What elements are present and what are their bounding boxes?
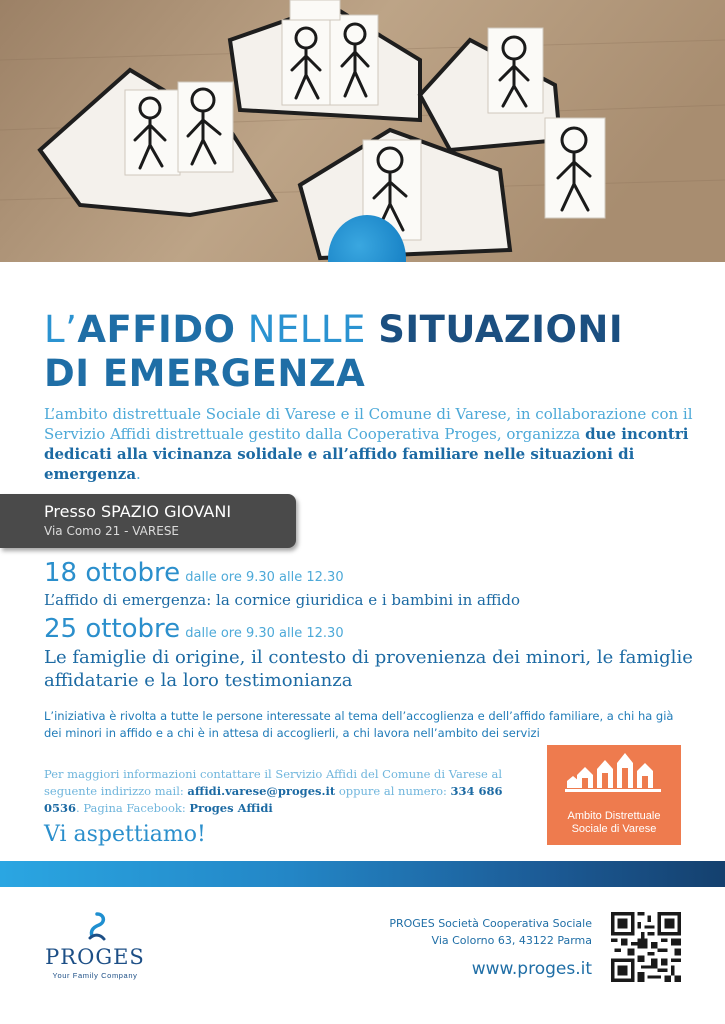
event-2 <box>44 614 694 692</box>
event-1-time: dalle ore 9.30 alle 12.30 <box>185 570 344 585</box>
proges-logo <box>40 912 150 982</box>
event-2-description: Le famiglie di origine, il contesto di provenienza dei minori, le famiglie affidatarie e la loro testimonianza <box>44 647 693 691</box>
contact-text-2: oppure al numero: <box>335 784 451 798</box>
title-part-5: DI EMERGENZA <box>44 352 366 395</box>
title-part-2: AFFIDO <box>77 308 236 351</box>
audience-note: L’iniziativa è rivolta a tutte le persone interessate al tema dell’accoglienza e dell’affido familiare, a chi ha già dei minori in affido e a chi è in attesa di accoglierli, a chi lavora nell’ambito dei servizi <box>44 709 674 740</box>
contact-text-3: . Pagina Facebook: <box>76 801 190 815</box>
title-part-4: SITUAZIONI <box>378 308 624 351</box>
title-part-3: NELLE <box>235 308 379 351</box>
ambito-name <box>547 810 681 836</box>
ambito-line-2: Sociale di Varese <box>571 823 657 835</box>
location-place: Presso SPAZIO GIOVANI <box>44 502 232 521</box>
org-info <box>389 915 592 949</box>
contact-email-link[interactable]: affidi.varese@proges.it <box>187 784 336 798</box>
title-part-1: L’ <box>44 308 78 351</box>
proges-figure-icon <box>84 912 108 944</box>
org-name: PROGES Società Cooperativa Sociale <box>389 917 592 930</box>
intro-end: . <box>136 465 141 483</box>
ambito-line-1: Ambito Distrettuale <box>567 810 661 822</box>
event-2-date: 25 ottobre <box>44 614 181 644</box>
location-tab <box>0 494 296 548</box>
contact-info <box>44 766 514 817</box>
location-address: Via Como 21 - VARESE <box>44 524 180 538</box>
event-1-date: 18 ottobre <box>44 558 181 588</box>
website-link[interactable]: www.proges.it <box>471 959 592 979</box>
page-title <box>44 308 714 396</box>
event-2-time: dalle ore 9.30 alle 12.30 <box>185 626 344 641</box>
event-1-description: L’affido di emergenza: la cornice giuridica e i bambini in affido <box>44 591 521 609</box>
rising-houses-icon <box>547 745 681 809</box>
hero-image <box>0 0 725 262</box>
intro-paragraph <box>44 404 694 484</box>
contact-facebook-link[interactable]: Proges Affidi <box>189 801 273 815</box>
greeting: Vi aspettiamo! <box>44 822 206 847</box>
proges-tagline: Your Family Company <box>52 971 138 980</box>
contact-text-1: Per maggiori informazioni contattare il Servizio Affidi del Comune di Varese al seguente indirizzo mail: <box>44 767 503 798</box>
ambito-logo <box>547 745 681 845</box>
event-1-date-line <box>44 558 694 588</box>
event-1 <box>44 558 694 610</box>
qr-code-icon[interactable] <box>611 912 681 982</box>
event-2-date-line <box>44 614 694 644</box>
color-band <box>0 861 725 887</box>
contact-phone[interactable]: 334 686 0536 <box>44 784 503 815</box>
proges-brand: PROGES <box>45 945 145 969</box>
intro-bold: due incontri dedicati alla vicinanza solidale e all’affido familiare nelle situazioni di emergenza <box>44 425 689 483</box>
intro-text: L’ambito distrettuale Sociale di Varese e il Comune di Varese, in collaborazione con il Servizio Affidi distrettuale gestito dalla Cooperativa Proges, organizza <box>44 405 693 443</box>
org-address: Via Colorno 63, 43122 Parma <box>431 934 592 947</box>
